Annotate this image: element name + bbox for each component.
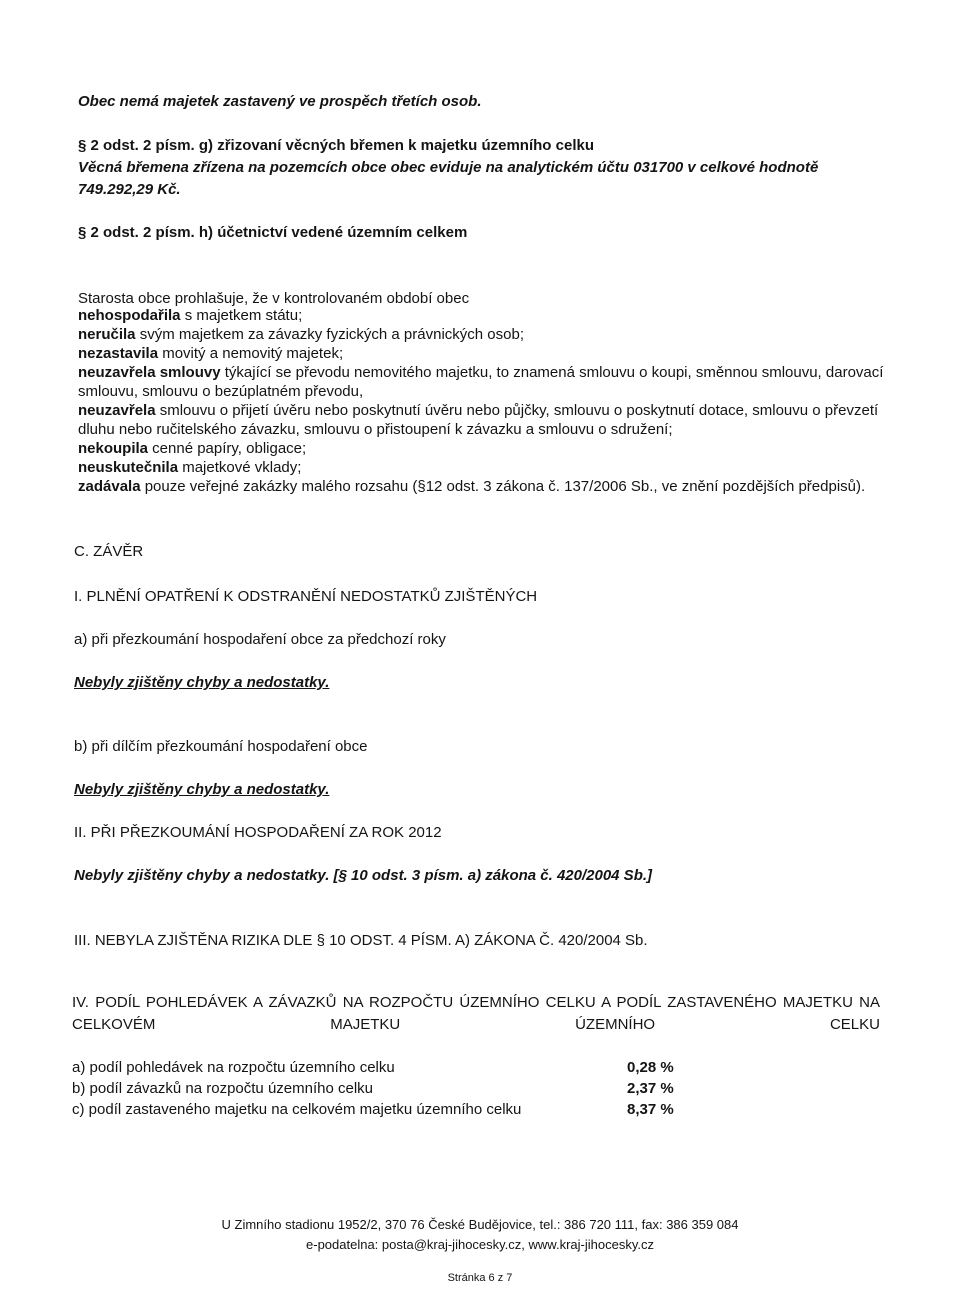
section-g-line2: 749.292,29 Kč. <box>78 181 181 198</box>
declaration-item: neuskutečnila majetkové vklady; <box>78 459 302 476</box>
part1-a: a) při přezkoumání hospodaření obce za předchozí roky <box>74 631 446 648</box>
share-value-receivables: 0,28 % <box>627 1059 674 1076</box>
section-h-heading: § 2 odst. 2 písm. h) účetnictví vedené územním celkem <box>78 224 468 241</box>
declaration-item: neuzavřela smlouvy týkající se převodu nemovitého majetku, to znamená smlouvu o koupi, směnnou smlouvu, darovací smlouvu, smlouvu o bezúplatném převodu, <box>78 364 884 400</box>
part1-b-result: Nebyly zjištěny chyby a nedostatky. <box>74 781 330 798</box>
declaration-item: nekoupila cenné papíry, obligace; <box>78 440 307 457</box>
declaration-item: nezastavila movitý a nemovitý majetek; <box>78 345 344 362</box>
share-label-liabilities: b) podíl závazků na rozpočtu územního celku <box>72 1080 374 1097</box>
section-g-heading: § 2 odst. 2 písm. g) zřizovaní věcných břemen k majetku územního celku <box>78 137 594 154</box>
footer-contact: e-podatelna: posta@kraj-jihocesky.cz, www.kraj-jihocesky.cz <box>306 1237 654 1252</box>
part3-title: III. NEBYLA ZJIŠTĚNA RIZIKA DLE § 10 ODST. 4 PÍSM. A) ZÁKONA Č. 420/2004 Sb. <box>74 932 648 949</box>
part1-title: I. PLNĚNÍ OPATŘENÍ K ODSTRANĚNÍ NEDOSTATKŮ ZJIŠTĚNÝCH <box>74 588 538 605</box>
conclusion-title: C. ZÁVĚR <box>74 543 144 560</box>
declaration-item: neručila svým majetkem za závazky fyzických a právnických osob; <box>78 326 524 343</box>
section-g-line1: Věcná břemena zřízena na pozemcích obce obec eviduje na analytickém účtu 031700 v celkové hodnotě <box>78 159 819 176</box>
share-label-pledged: c) podíl zastaveného majetku na celkovém majetku územního celku <box>72 1101 522 1118</box>
declaration-item: zadávala pouze veřejné zakázky malého rozsahu (§12 odst. 3 zákona č. 137/2006 Sb., ve znění pozdějších předpisů). <box>78 478 866 495</box>
collateral-note: Obec nemá majetek zastavený ve prospěch třetích osob. <box>78 93 482 110</box>
part4-title: IV. PODÍL POHLEDÁVEK A ZÁVAZKŮ NA ROZPOČTU ÚZEMNÍHO CELKU A PODÍL ZASTAVENÉHO MAJETKU NA CELKOVÉM MAJETKU ÚZEMNÍHO CELKU <box>72 994 880 1033</box>
share-value-pledged: 8,37 % <box>627 1101 674 1118</box>
share-label-receivables: a) podíl pohledávek na rozpočtu územního celku <box>72 1059 395 1076</box>
part1-a-result: Nebyly zjištěny chyby a nedostatky. <box>74 674 330 691</box>
page-number: Stránka 6 z 7 <box>447 1272 513 1284</box>
section-h-intro: Starosta obce prohlašuje, že v kontrolovaném období obec <box>78 290 470 307</box>
part2-title: II. PŘI PŘEZKOUMÁNÍ HOSPODAŘENÍ ZA ROK 2012 <box>74 824 442 841</box>
footer-address: U Zimního stadionu 1952/2, 370 76 České Budějovice, tel.: 386 720 111, fax: 386 359 084 <box>221 1217 739 1232</box>
declaration-list <box>78 306 888 496</box>
share-value-liabilities: 2,37 % <box>627 1080 674 1097</box>
declaration-item: nehospodařila s majetkem státu; <box>78 307 303 324</box>
part1-b: b) při dílčím přezkoumání hospodaření obce <box>74 738 368 755</box>
part2-result: Nebyly zjištěny chyby a nedostatky. [§ 10 odst. 3 písm. a) zákona č. 420/2004 Sb.] <box>74 867 653 884</box>
declaration-item: neuzavřela smlouvu o přijetí úvěru nebo poskytnutí úvěru nebo půjčky, smlouvu o poskytnutí dotace, smlouvu o převzetí dluhu nebo ručitelského závazku, smlouvu o přistoupení k závazku a smlouvu o sdružení; <box>78 402 879 438</box>
